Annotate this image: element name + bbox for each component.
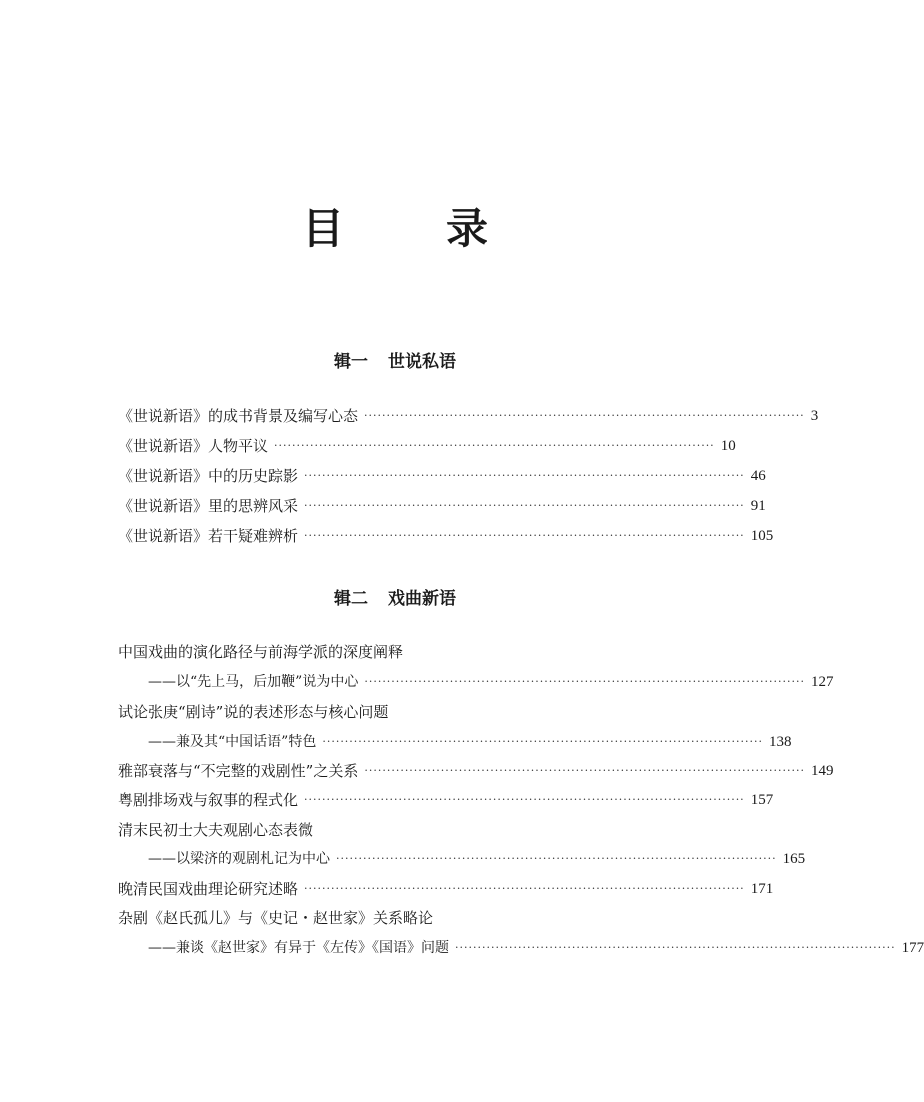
toc-entry[interactable] <box>118 434 736 458</box>
toc-entry-page: 91 <box>750 498 766 514</box>
dot-leader: ·································································································· <box>304 499 745 512</box>
toc-entry-page: 3 <box>810 408 819 424</box>
toc-entry[interactable] <box>118 404 819 428</box>
toc-entry-page: 127 <box>811 674 834 690</box>
toc-entry-title: 《世说新语》的成书背景及编写心态 <box>118 407 359 425</box>
toc-entry-page: 177 <box>901 940 924 956</box>
toc-entry[interactable] <box>148 847 806 871</box>
toc-entry[interactable] <box>118 788 774 812</box>
toc-entry-page: 149 <box>811 763 834 779</box>
dot-leader: ·································································································· <box>336 852 777 865</box>
dot-leader: ·································································································· <box>304 469 745 482</box>
toc-entry-page: 138 <box>769 734 792 750</box>
dot-leader: ·································································································· <box>364 409 805 422</box>
toc-entry-page: 157 <box>750 792 774 808</box>
dot-leader: ·································································································· <box>304 529 745 542</box>
section-heading <box>0 584 790 609</box>
section-name: 世说私语 <box>388 352 456 372</box>
toc-entry[interactable] <box>118 759 834 783</box>
toc-entry[interactable] <box>118 877 774 901</box>
toc-entry[interactable] <box>148 730 792 754</box>
page-title: 目 录 <box>301 204 518 253</box>
toc-entry-subtitle: ——以梁济的观剧札记为中心 <box>148 851 330 867</box>
toc-entry[interactable] <box>118 494 766 518</box>
toc-entry-page: 10 <box>720 438 736 454</box>
toc-entry-title: 粤剧排场戏与叙事的程式化 <box>118 791 299 809</box>
toc-entry[interactable] <box>118 524 774 548</box>
dot-leader: ·································································································· <box>274 439 715 452</box>
toc-entry[interactable] <box>148 670 834 694</box>
toc-entry-title: 《世说新语》中的历史踪影 <box>118 467 299 485</box>
section-part: 辑二 <box>334 589 368 609</box>
toc-entry-title[interactable]: 杂剧《赵氏孤儿》与《史记・赵世家》关系略论 <box>118 909 434 927</box>
dot-leader: ·································································································· <box>455 941 896 954</box>
section-part: 辑一 <box>334 352 368 372</box>
toc-entry-title[interactable]: 试论张庚“剧诗”说的表述形态与核心问题 <box>118 703 389 721</box>
toc-entry-title: 晚清民国戏曲理论研究述略 <box>118 880 299 898</box>
dot-leader: ·································································································· <box>304 882 745 895</box>
toc-entry-subtitle: ——以“先上马，后加鞭”说为中心 <box>148 674 359 690</box>
toc-entry-title: 《世说新语》若干疑难辨析 <box>118 527 299 545</box>
dot-leader: ·································································································· <box>322 735 763 748</box>
toc-entry-title: 《世说新语》里的思辨风采 <box>118 497 299 515</box>
toc-entry-title[interactable]: 中国戏曲的演化路径与前海学派的深度阐释 <box>118 643 404 661</box>
toc-entry-title[interactable]: 清末民初士大夫观剧心态表微 <box>118 821 314 839</box>
toc-entry[interactable] <box>148 936 924 960</box>
toc-entry-page: 165 <box>782 851 806 867</box>
dot-leader: ·································································································· <box>364 764 806 777</box>
toc-entry-page: 46 <box>750 468 766 484</box>
section-heading <box>0 347 790 372</box>
toc-entry-title: 《世说新语》人物平议 <box>118 437 269 455</box>
toc-entry-subtitle: ——兼谈《赵世家》有异于《左传》《国语》问题 <box>148 940 449 956</box>
section-name: 戏曲新语 <box>388 589 456 609</box>
toc-entry-page: 105 <box>750 528 774 544</box>
toc-entry-page: 171 <box>750 881 774 897</box>
dot-leader: ·································································································· <box>304 793 745 806</box>
dot-leader: ·································································································· <box>364 675 805 688</box>
toc-entry-title: 雅部衰落与“不完整的戏剧性”之关系 <box>118 762 359 780</box>
toc-entry[interactable] <box>118 464 766 488</box>
toc-entry-subtitle: ——兼及其“中国话语”特色 <box>148 734 317 750</box>
